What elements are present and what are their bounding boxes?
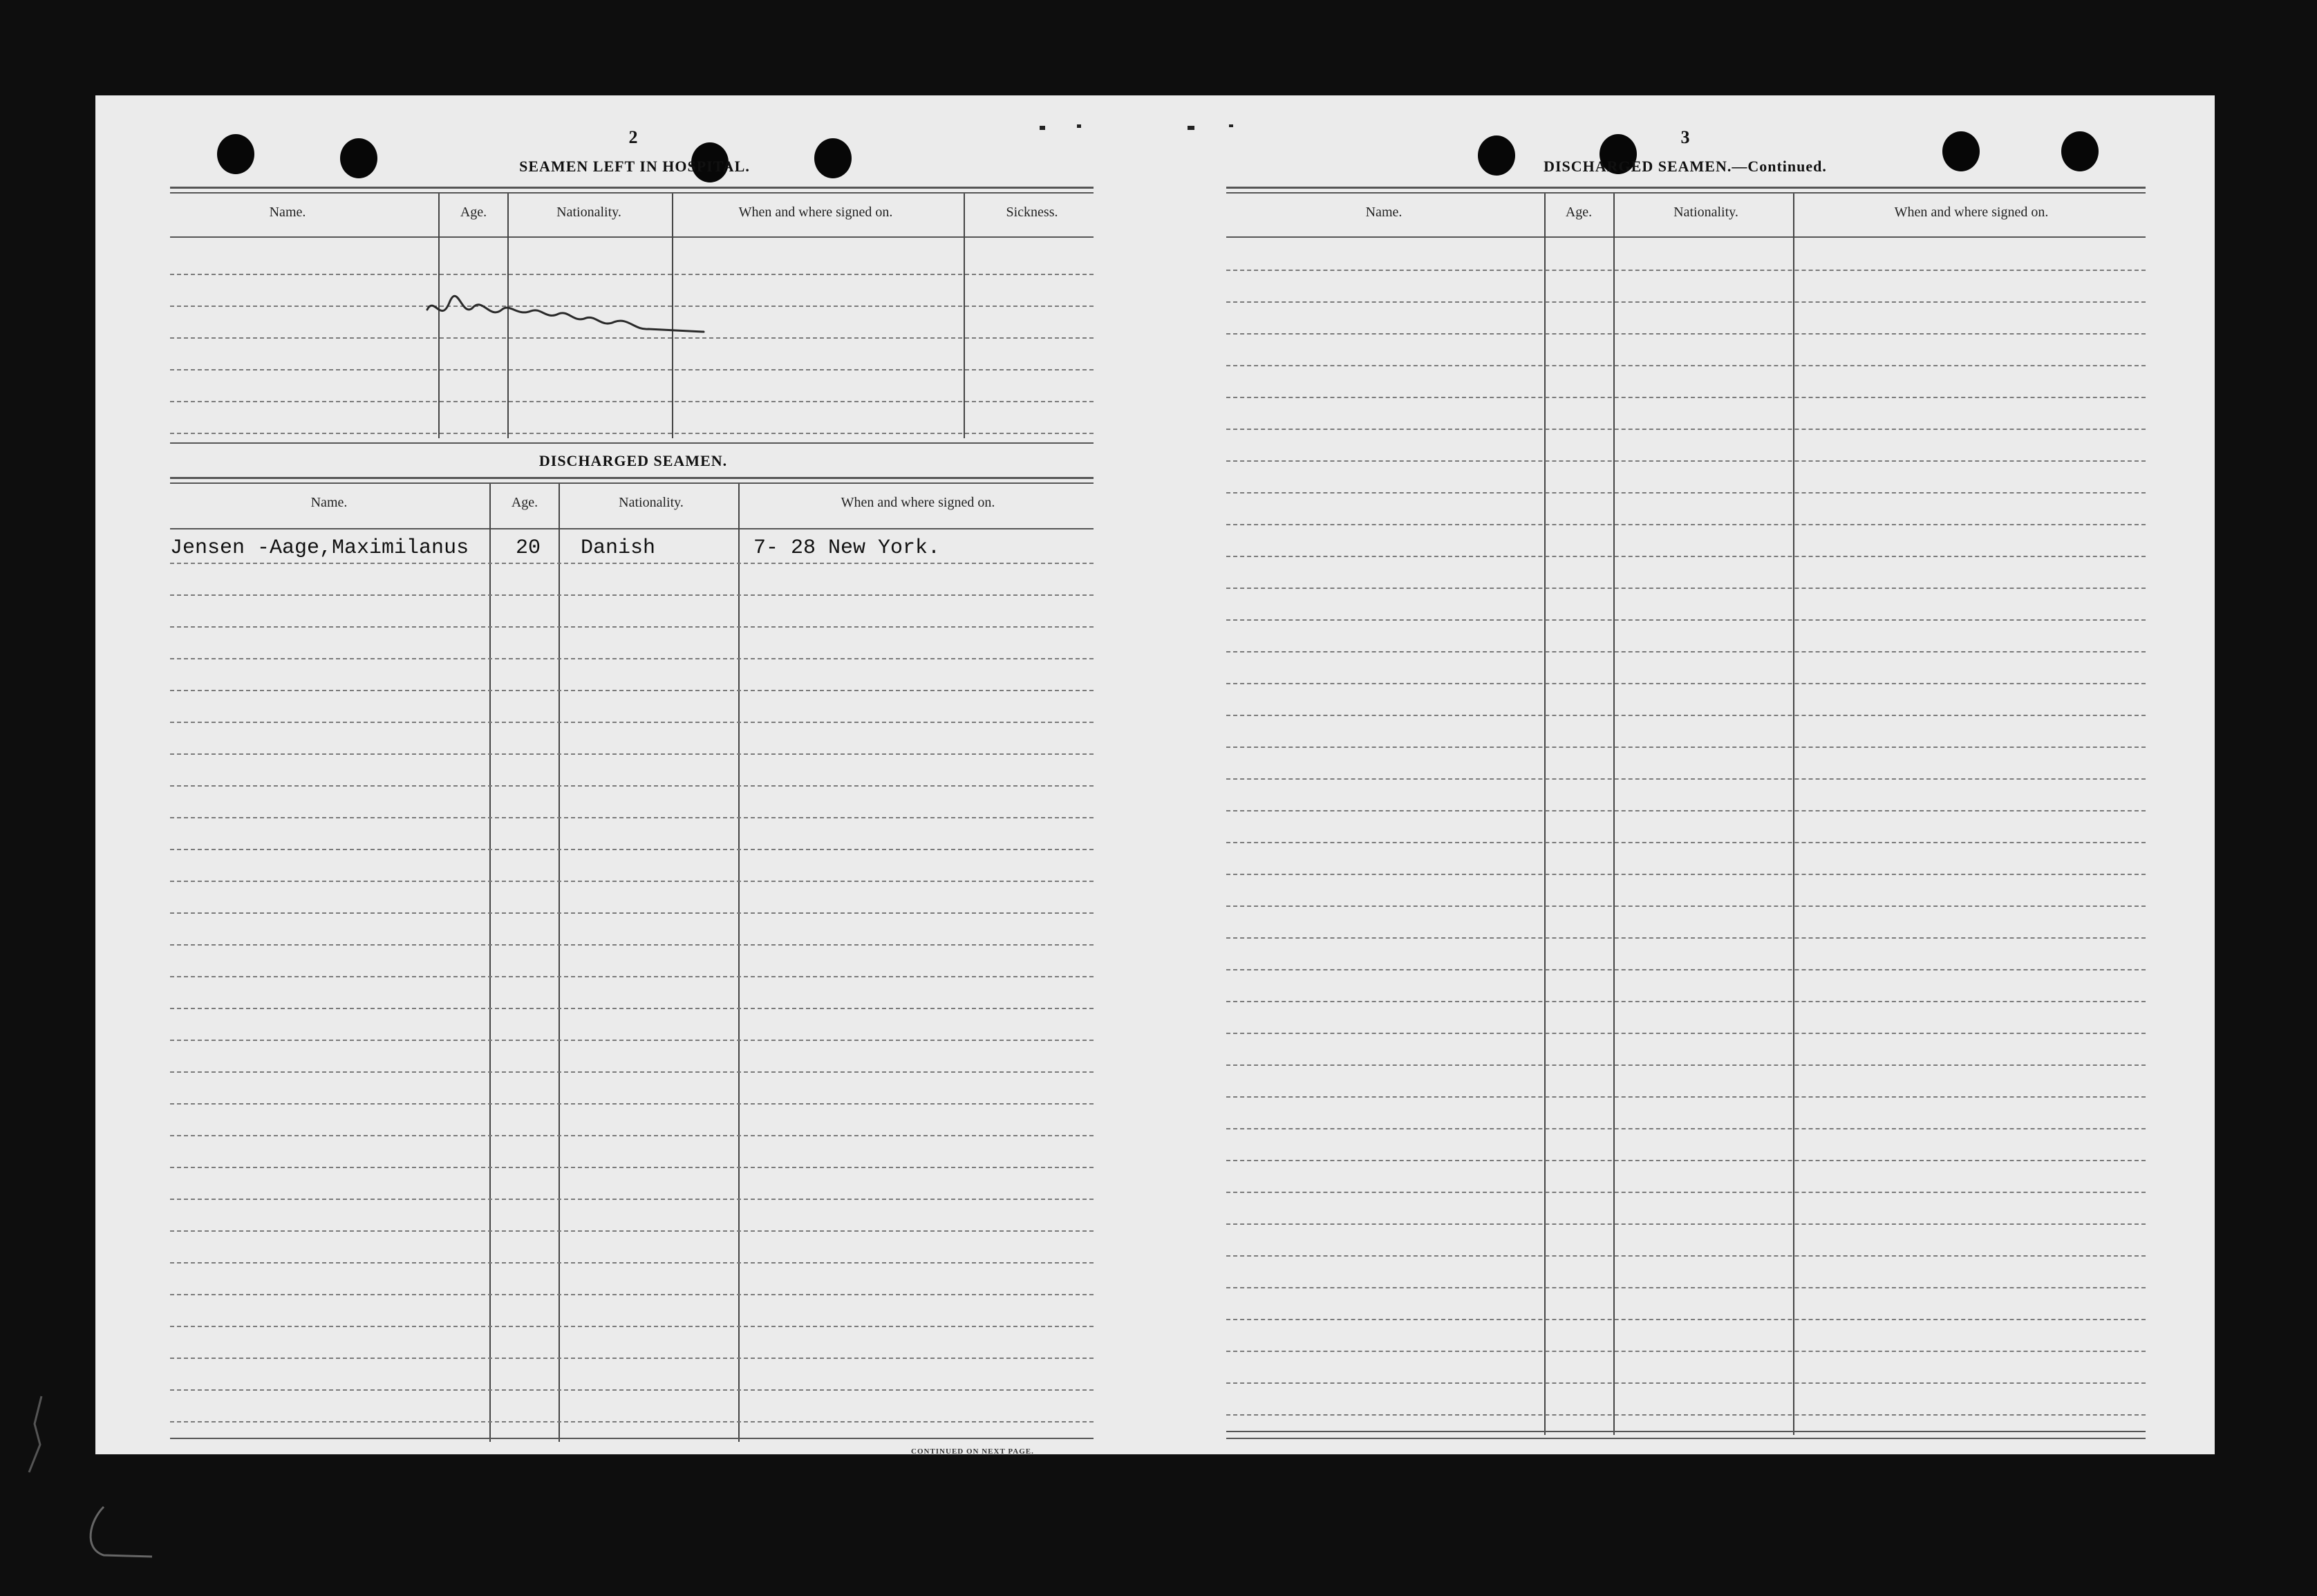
row-line xyxy=(170,722,1094,723)
right-page-number: 3 xyxy=(1680,127,1690,147)
row-line xyxy=(1226,842,2146,843)
continued-note: CONTINUED ON NEXT PAGE. xyxy=(911,1447,1034,1456)
rule xyxy=(1226,1438,2146,1439)
row-line xyxy=(170,785,1094,787)
row-line xyxy=(170,849,1094,850)
discharged-row-signed-on: 7- 28 New York. xyxy=(753,536,941,560)
row-line xyxy=(1226,747,2146,748)
discharged-header-age: Age. xyxy=(511,495,538,510)
right-header-age: Age. xyxy=(1565,205,1593,220)
row-line xyxy=(170,274,1094,275)
right-header-nationality: Nationality. xyxy=(1673,205,1738,220)
row-line xyxy=(1226,460,2146,462)
row-line xyxy=(170,594,1094,596)
row-line xyxy=(170,976,1094,977)
row-line xyxy=(170,1358,1094,1359)
row-line xyxy=(1226,810,2146,811)
rule xyxy=(170,482,1094,484)
discharged-section-title: DISCHARGED SEAMEN. xyxy=(538,452,728,469)
ledger-sheet xyxy=(95,95,2215,1454)
discharged-row-name: Jensen -Aage,Maximilanus xyxy=(170,536,469,560)
discharged-header-signed-on: When and where signed on. xyxy=(841,495,995,510)
discharged-row-age: 20 xyxy=(516,536,541,560)
rule xyxy=(1226,192,2146,194)
row-line xyxy=(1226,969,2146,970)
row-line xyxy=(1226,1351,2146,1352)
hospital-header-age: Age. xyxy=(460,205,487,220)
rule xyxy=(170,477,1094,479)
row-line xyxy=(170,753,1094,755)
row-line xyxy=(170,401,1094,402)
row-line xyxy=(1226,429,2146,430)
row-line xyxy=(1226,588,2146,589)
rule xyxy=(1226,1431,2146,1432)
row-line xyxy=(1226,333,2146,335)
row-line xyxy=(1226,874,2146,875)
right-header-name: Name. xyxy=(1365,205,1403,220)
row-line xyxy=(170,369,1094,370)
row-line xyxy=(170,1008,1094,1009)
hospital-section-title: SEAMEN LEFT IN HOSPITAL. xyxy=(519,158,750,175)
row-line xyxy=(1226,651,2146,653)
row-line xyxy=(170,626,1094,628)
row-line xyxy=(1226,905,2146,907)
punch-hole xyxy=(1942,131,1980,171)
right-section-title: DISCHARGED SEAMEN.—Continued. xyxy=(1544,158,1827,175)
row-line xyxy=(1226,301,2146,303)
rule xyxy=(170,187,1094,189)
row-line xyxy=(1226,365,2146,366)
row-line xyxy=(170,433,1094,434)
row-line xyxy=(170,881,1094,882)
ink-speck xyxy=(1229,124,1233,127)
margin-pencil-mark xyxy=(14,1382,166,1590)
row-line xyxy=(1226,715,2146,716)
hospital-header-sickness: Sickness. xyxy=(1006,205,1058,220)
punch-hole xyxy=(814,138,852,178)
row-line xyxy=(1226,1064,2146,1066)
rule xyxy=(170,528,1094,529)
row-line xyxy=(1226,1255,2146,1257)
row-line xyxy=(1226,1001,2146,1002)
row-line xyxy=(170,817,1094,818)
right-header-signed-on: When and where signed on. xyxy=(1894,205,2049,220)
rule xyxy=(170,442,1094,444)
row-line xyxy=(1226,683,2146,684)
row-line xyxy=(1226,1287,2146,1288)
row-line xyxy=(1226,1033,2146,1034)
row-line xyxy=(170,1294,1094,1295)
row-line xyxy=(1226,1319,2146,1320)
hospital-header-name: Name. xyxy=(269,205,306,220)
row-line xyxy=(170,337,1094,339)
row-line xyxy=(1226,397,2146,398)
discharged-row-nationality: Danish xyxy=(581,536,656,560)
column-divider xyxy=(1613,194,1615,1435)
row-line xyxy=(170,1230,1094,1232)
punch-hole xyxy=(340,138,377,178)
row-line xyxy=(170,944,1094,946)
row-line xyxy=(170,1326,1094,1327)
row-line xyxy=(1226,524,2146,525)
punch-hole xyxy=(217,134,254,174)
row-line xyxy=(1226,937,2146,939)
ink-speck xyxy=(1040,126,1045,130)
row-line xyxy=(170,690,1094,691)
row-line xyxy=(1226,1223,2146,1225)
column-divider xyxy=(1544,194,1546,1435)
row-line xyxy=(1226,778,2146,780)
rule xyxy=(170,1438,1094,1439)
left-page-number: 2 xyxy=(628,127,638,147)
rule xyxy=(1226,236,2146,238)
row-line xyxy=(170,563,1094,564)
row-line xyxy=(170,1071,1094,1073)
ink-speck xyxy=(1188,126,1194,130)
row-line xyxy=(1226,270,2146,271)
row-line xyxy=(170,1135,1094,1136)
ink-speck xyxy=(1077,124,1081,128)
row-line xyxy=(1226,492,2146,494)
discharged-header-name: Name. xyxy=(310,495,348,510)
row-line xyxy=(170,1167,1094,1168)
rule xyxy=(170,236,1094,238)
row-line xyxy=(1226,1160,2146,1161)
row-line xyxy=(170,1040,1094,1041)
row-line xyxy=(1226,1128,2146,1129)
handwritten-none-scribble xyxy=(420,282,711,337)
punch-hole xyxy=(2061,131,2099,171)
row-line xyxy=(170,1103,1094,1105)
row-line xyxy=(170,1262,1094,1264)
hospital-header-nationality: Nationality. xyxy=(556,205,621,220)
row-line xyxy=(1226,556,2146,557)
row-line xyxy=(170,912,1094,914)
column-divider xyxy=(1793,194,1794,1435)
row-line xyxy=(170,1199,1094,1200)
hospital-header-signed-on: When and where signed on. xyxy=(738,205,893,220)
discharged-header-nationality: Nationality. xyxy=(619,495,684,510)
row-line xyxy=(1226,1414,2146,1416)
rule xyxy=(1226,187,2146,189)
row-line xyxy=(1226,1382,2146,1384)
rule xyxy=(170,192,1094,194)
row-line xyxy=(170,658,1094,659)
row-line xyxy=(1226,619,2146,621)
row-line xyxy=(1226,1192,2146,1193)
row-line xyxy=(170,1421,1094,1423)
row-line xyxy=(1226,1096,2146,1098)
punch-hole xyxy=(1478,135,1515,176)
row-line xyxy=(170,1389,1094,1391)
